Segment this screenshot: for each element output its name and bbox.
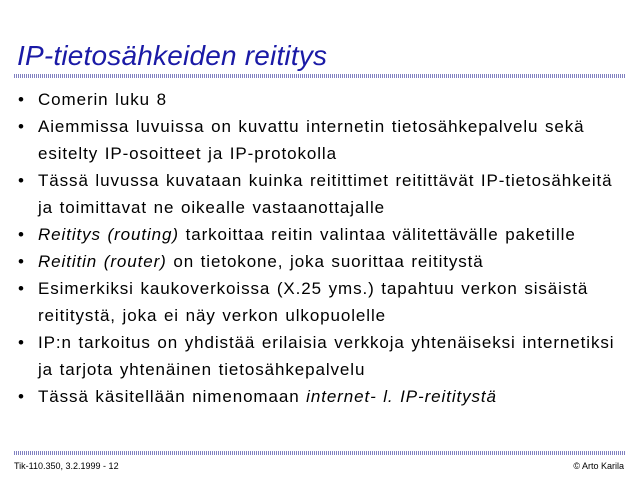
- bullet-dot-icon: •: [18, 225, 25, 244]
- bullet-dot-icon: •: [18, 279, 25, 298]
- bullet-dot-icon: •: [18, 90, 25, 109]
- bullet-dot-icon: •: [18, 117, 25, 136]
- bullet-item: [14, 248, 634, 275]
- bullet-list: [14, 86, 634, 410]
- bullet-term: Reititys (routing): [38, 225, 179, 244]
- bullet-text: IP:n tarkoitus on yhdistää erilaisia verkkoja yhtenäiseksi internetiksi ja tarjota yhtenäinen tietosähkepalvelu: [38, 333, 615, 379]
- bullet-item: [14, 275, 634, 329]
- bullet-text: on tietokone, joka suorittaa reititystä: [166, 252, 484, 271]
- bullet-item: [14, 383, 634, 410]
- footer-copyright: © Arto Karila: [573, 461, 624, 471]
- footer-divider: [14, 451, 626, 455]
- bullet-text: Aiemmissa luvuissa on kuvattu internetin tietosähkepalvelu sekä esitelty IP-osoitteet ja IP-protokolla: [38, 117, 585, 163]
- bullet-item: [14, 221, 634, 248]
- bullet-text: Esimerkiksi kaukoverkoissa (X.25 yms.) tapahtuu verkon sisäistä reititystä, joka ei näy verkon ulkopuolelle: [38, 279, 589, 325]
- bullet-item: [14, 113, 634, 167]
- title-divider: [14, 74, 626, 78]
- bullet-term: internet- l. IP-reititystä: [306, 387, 497, 406]
- bullet-text: tarkoittaa reitin valintaa välitettävälle paketille: [178, 225, 576, 244]
- bullet-item: [14, 86, 634, 113]
- bullet-dot-icon: •: [18, 252, 25, 271]
- bullet-item: [14, 167, 634, 221]
- bullet-text: Tässä käsitellään nimenomaan: [38, 387, 307, 406]
- bullet-dot-icon: •: [18, 333, 25, 352]
- bullet-dot-icon: •: [18, 387, 25, 406]
- bullet-item: [14, 329, 634, 383]
- bullet-text: Tässä luvussa kuvataan kuinka reitittimet reitittävät IP-tietosähkeitä ja toimittavat ne oikealle vastaanottajalle: [38, 171, 613, 217]
- footer-course-info: Tik-110.350, 3.2.1999 - 12: [14, 461, 119, 471]
- bullet-text: Comerin luku 8: [38, 90, 167, 109]
- slide-title: IP-tietosähkeiden reititys: [17, 40, 328, 71]
- bullet-term: Reititin (router): [38, 252, 167, 271]
- bullet-dot-icon: •: [18, 171, 25, 190]
